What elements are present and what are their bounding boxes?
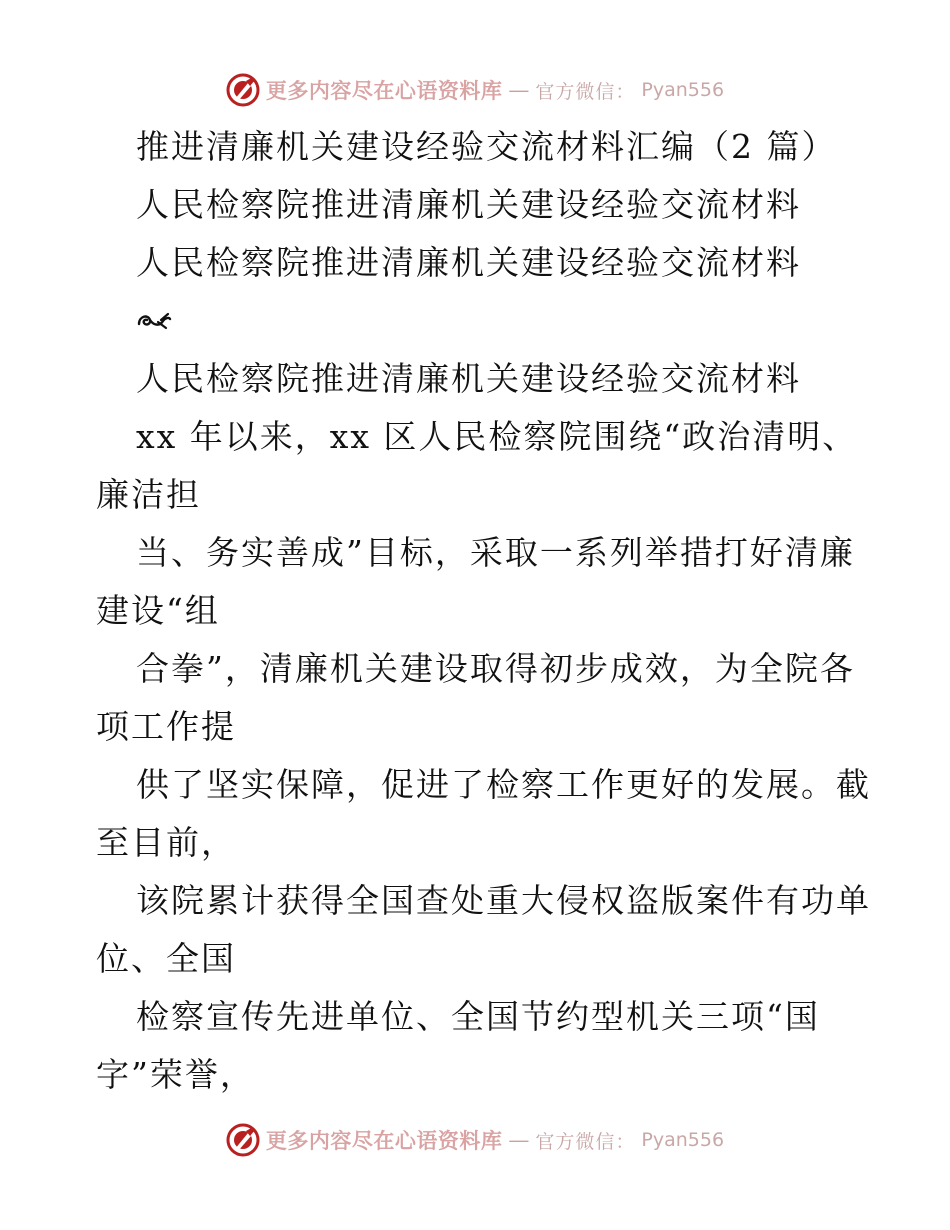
- paragraph-line: 该院累计获得全国查处重大侵权盗版案件有功单: [136, 881, 871, 920]
- paragraph-line: 当、务实善成”目标，采取一系列举措打好清廉: [136, 533, 855, 572]
- paragraph-line: 位、全国: [96, 939, 236, 978]
- banner-separator: —: [508, 1128, 530, 1152]
- document-body: [96, 118, 871, 1104]
- subtitle-line: 人民检察院推进清廉机关建设经验交流材料: [136, 185, 801, 224]
- paragraph-line: 字”荣誉，: [96, 1055, 255, 1094]
- banner-wechat-label: 官方微信：: [535, 80, 636, 103]
- fleuron-ornament-icon: [136, 310, 172, 332]
- banner-wechat-account: Pyan556: [641, 1129, 725, 1151]
- banner-site-text: 更多内容尽在心语资料库: [265, 1128, 503, 1153]
- ornament-row: [96, 292, 856, 350]
- pen-nib-logo-icon: [226, 1123, 260, 1157]
- paragraph-line: 合拳”，清廉机关建设取得初步成效，为全院各: [136, 649, 855, 688]
- header-banner: [0, 68, 950, 112]
- banner-wechat-account: Pyan556: [641, 79, 725, 101]
- subtitle-line: 人民检察院推进清廉机关建设经验交流材料: [136, 243, 801, 282]
- paragraph-line: xx 年以来，xx 区人民检察院围绕“政治清明、: [136, 417, 858, 456]
- paragraph-line: 供了坚实保障，促进了检察工作更好的发展。截: [136, 765, 871, 804]
- paragraph-line: 廉洁担: [96, 475, 201, 514]
- banner-separator: —: [508, 78, 530, 102]
- document-title: 推进清廉机关建设经验交流材料汇编（2 篇）: [136, 127, 837, 166]
- section-heading: 人民检察院推进清廉机关建设经验交流材料: [136, 359, 801, 398]
- paragraph-line: 建设“组: [96, 591, 220, 630]
- paragraph-line: 检察宣传先进单位、全国节约型机关三项“国: [136, 997, 820, 1036]
- paragraph-line: 项工作提: [96, 707, 236, 746]
- footer-banner: [0, 1118, 950, 1162]
- paragraph-line: 至目前，: [96, 823, 236, 862]
- pen-nib-logo-icon: [226, 73, 260, 107]
- banner-site-text: 更多内容尽在心语资料库: [265, 78, 503, 103]
- banner-wechat-label: 官方微信：: [535, 1130, 636, 1153]
